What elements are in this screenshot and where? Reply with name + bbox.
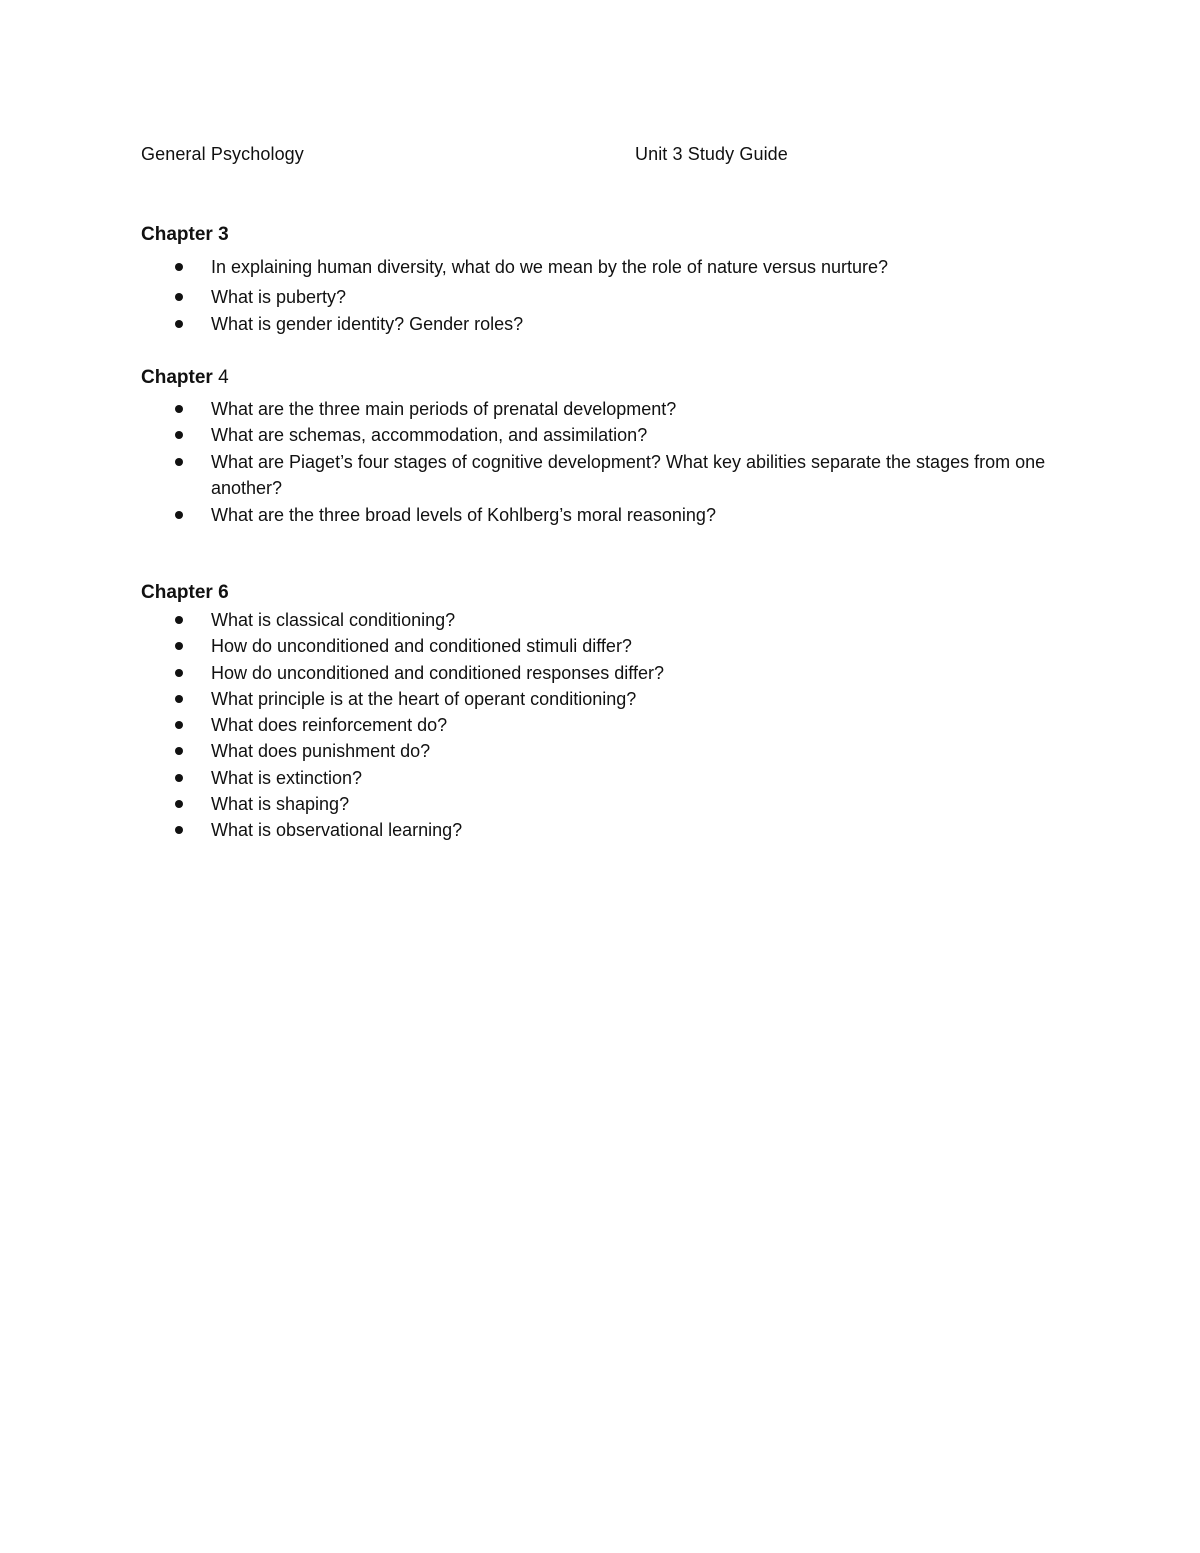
list-item bbox=[141, 817, 1061, 843]
chapter-3-heading bbox=[141, 223, 1061, 247]
question-text: What are the three broad levels of Kohlberg’s moral reasoning? bbox=[211, 504, 716, 525]
question-text: What does reinforcement do? bbox=[211, 715, 448, 736]
list-item bbox=[141, 502, 1061, 528]
question-text: What is puberty? bbox=[211, 287, 347, 308]
bullet-icon bbox=[175, 747, 183, 755]
bullet-icon bbox=[175, 511, 183, 519]
bullet-icon bbox=[175, 431, 183, 439]
chapter-3-heading-number: 3 bbox=[218, 224, 229, 245]
question-text: What does punishment do? bbox=[211, 741, 431, 762]
bullet-icon bbox=[175, 826, 183, 834]
chapter-6-heading-number: 6 bbox=[218, 582, 229, 603]
question-text: How do unconditioned and conditioned responses differ? bbox=[211, 662, 664, 683]
question-text: What is gender identity? Gender roles? bbox=[211, 313, 524, 334]
question-text: What principle is at the heart of operant conditioning? bbox=[211, 688, 637, 709]
bullet-icon bbox=[175, 458, 183, 466]
chapter-4-question-list bbox=[141, 396, 1061, 528]
bullet-icon bbox=[175, 695, 183, 703]
list-item bbox=[141, 712, 1061, 738]
chapter-6-section bbox=[141, 581, 1061, 844]
bullet-icon bbox=[175, 669, 183, 677]
bullet-icon bbox=[175, 263, 183, 271]
question-text: What are schemas, accommodation, and assimilation? bbox=[211, 425, 648, 446]
list-item bbox=[141, 607, 1061, 633]
chapter-4-section bbox=[141, 366, 1061, 528]
document-title: Unit 3 Study Guide bbox=[635, 144, 788, 164]
chapter-3-heading-word: Chapter bbox=[141, 224, 213, 245]
bullet-icon bbox=[175, 616, 183, 624]
chapter-4-heading-number: 4 bbox=[218, 367, 229, 388]
list-item bbox=[141, 396, 1061, 422]
chapter-6-question-list bbox=[141, 607, 1061, 844]
list-item bbox=[141, 254, 1061, 280]
page-header bbox=[141, 144, 1041, 168]
course-name: General Psychology bbox=[141, 144, 304, 164]
chapter-6-heading bbox=[141, 581, 1061, 605]
chapter-4-heading-word: Chapter bbox=[141, 367, 213, 388]
bullet-icon bbox=[175, 320, 183, 328]
list-item bbox=[141, 422, 1061, 448]
list-item bbox=[141, 311, 1061, 337]
list-item bbox=[141, 791, 1061, 817]
question-text: What are Piaget’s four stages of cognitive development? What key abilities separate the stages from one another? bbox=[211, 451, 1046, 499]
bullet-icon bbox=[175, 405, 183, 413]
list-item bbox=[141, 284, 1061, 310]
bullet-icon bbox=[175, 721, 183, 729]
question-text: In explaining human diversity, what do we mean by the role of nature versus nurture? bbox=[211, 257, 889, 277]
chapter-6-heading-word: Chapter bbox=[141, 582, 213, 603]
question-text: What is observational learning? bbox=[211, 820, 463, 841]
list-item bbox=[141, 686, 1061, 712]
question-text: What is extinction? bbox=[211, 767, 363, 788]
chapter-3-question-list bbox=[141, 254, 1061, 337]
bullet-icon bbox=[175, 293, 183, 301]
list-item bbox=[141, 660, 1061, 686]
question-text: What are the three main periods of prenatal development? bbox=[211, 399, 677, 419]
question-text: What is shaping? bbox=[211, 794, 350, 815]
bullet-icon bbox=[175, 800, 183, 808]
question-text: How do unconditioned and conditioned stimuli differ? bbox=[211, 636, 632, 657]
list-item bbox=[141, 765, 1061, 791]
list-item bbox=[141, 633, 1061, 659]
list-item bbox=[141, 738, 1061, 764]
question-text: What is classical conditioning? bbox=[211, 610, 456, 630]
chapter-4-heading bbox=[141, 366, 1061, 390]
bullet-icon bbox=[175, 774, 183, 782]
chapter-3-section bbox=[141, 223, 1061, 337]
list-item bbox=[141, 449, 1061, 502]
bullet-icon bbox=[175, 642, 183, 650]
